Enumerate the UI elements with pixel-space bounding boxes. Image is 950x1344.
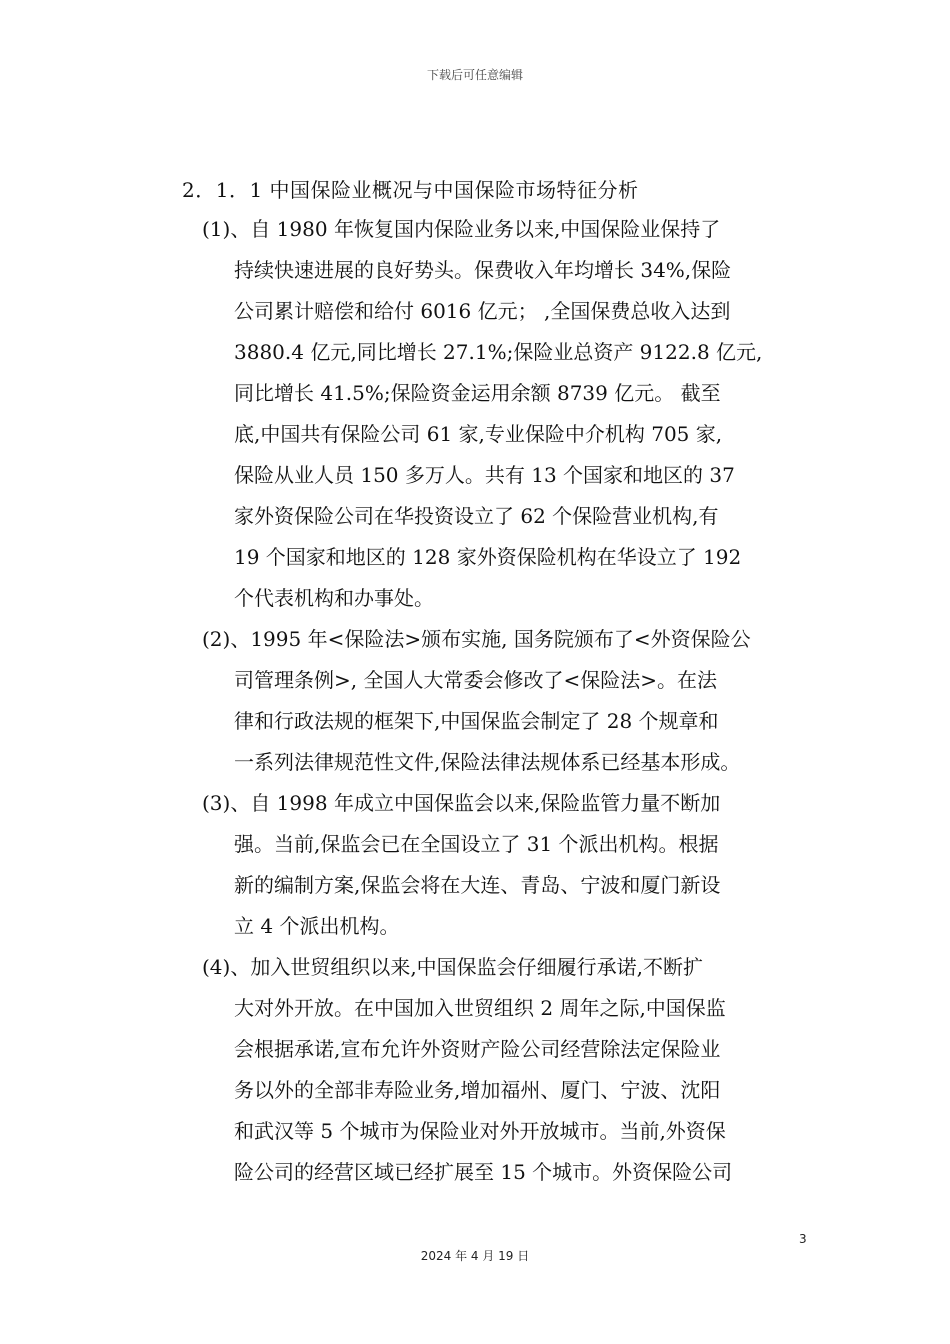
- paragraph-1: [202, 209, 822, 619]
- paragraph-line: 务以外的全部非寿险业务,增加福州、厦门、宁波、沈阳: [234, 1078, 721, 1102]
- paragraph-line: 家外资保险公司在华投资设立了 62 个保险营业机构,有: [234, 504, 719, 528]
- paragraph-line: 19 个国家和地区的 128 家外资保险机构在华设立了 192: [234, 545, 742, 569]
- section-title: 2．1．1 中国保险业概况与中国保险市场特征分析: [182, 178, 639, 202]
- paragraph-line: (2)、1995 年<保险法>颁布实施, 国务院颁布了<外资保险公: [202, 627, 751, 651]
- paragraph-line: 和武汉等 5 个城市为保险业对外开放城市。当前,外资保: [234, 1119, 726, 1143]
- paragraph-4: [202, 947, 822, 1193]
- paragraph-line: 同比增长 41.5%;保险资金运用余额 8739 亿元。 截至: [234, 381, 721, 405]
- paragraph-line: 立 4 个派出机构。: [234, 914, 400, 938]
- paragraph-line: 持续快速进展的良好势头。保费收入年均增长 34%,保险: [234, 258, 732, 282]
- paragraph-line: 底,中国共有保险公司 61 家,专业保险中介机构 705 家,: [234, 422, 723, 446]
- page-header: 下载后可任意编辑: [426, 68, 523, 82]
- paragraph-line: 公司累计赔偿和给付 6016 亿元； ,全国保费总收入达到: [234, 299, 731, 323]
- paragraph-line: (4)、加入世贸组织以来,中国保监会仔细履行承诺,不断扩: [202, 955, 704, 979]
- paragraph-line: 个代表机构和办事处。: [234, 586, 434, 610]
- paragraph-line: 3880.4 亿元,同比增长 27.1%;保险业总资产 9122.8 亿元,: [234, 340, 763, 364]
- paragraph-line: 会根据承诺,宣布允许外资财产险公司经营除法定保险业: [234, 1037, 721, 1061]
- paragraph-3: [202, 783, 822, 947]
- paragraph-line: 律和行政法规的框架下,中国保监会制定了 28 个规章和: [234, 709, 719, 733]
- paragraph-line: 险公司的经营区域已经扩展至 15 个城市。外资保险公司: [234, 1160, 733, 1184]
- paragraph-line: (3)、自 1998 年成立中国保监会以来,保险监管力量不断加: [202, 791, 721, 815]
- page-number: 3: [799, 1232, 807, 1246]
- paragraph-line: (1)、自 1980 年恢复国内保险业务以来,中国保险业保持了: [202, 217, 721, 241]
- paragraph-line: 大对外开放。在中国加入世贸组织 2 周年之际,中国保监: [234, 996, 726, 1020]
- paragraph-line: 司管理条例>, 全国人大常委会修改了<保险法>。在法: [234, 668, 717, 692]
- paragraph-line: 强。当前,保监会已在全国设立了 31 个派出机构。根据: [234, 832, 719, 856]
- paragraph-line: 新的编制方案,保监会将在大连、青岛、宁波和厦门新设: [234, 873, 721, 897]
- paragraph-line: 保险从业人员 150 多万人。共有 13 个国家和地区的 37: [234, 463, 735, 487]
- page-footer-date: 2024 年 4 月 19 日: [420, 1249, 530, 1263]
- paragraph-line: 一系列法律规范性文件,保险法律法规体系已经基本形成。: [234, 750, 741, 774]
- paragraph-2: [202, 619, 822, 783]
